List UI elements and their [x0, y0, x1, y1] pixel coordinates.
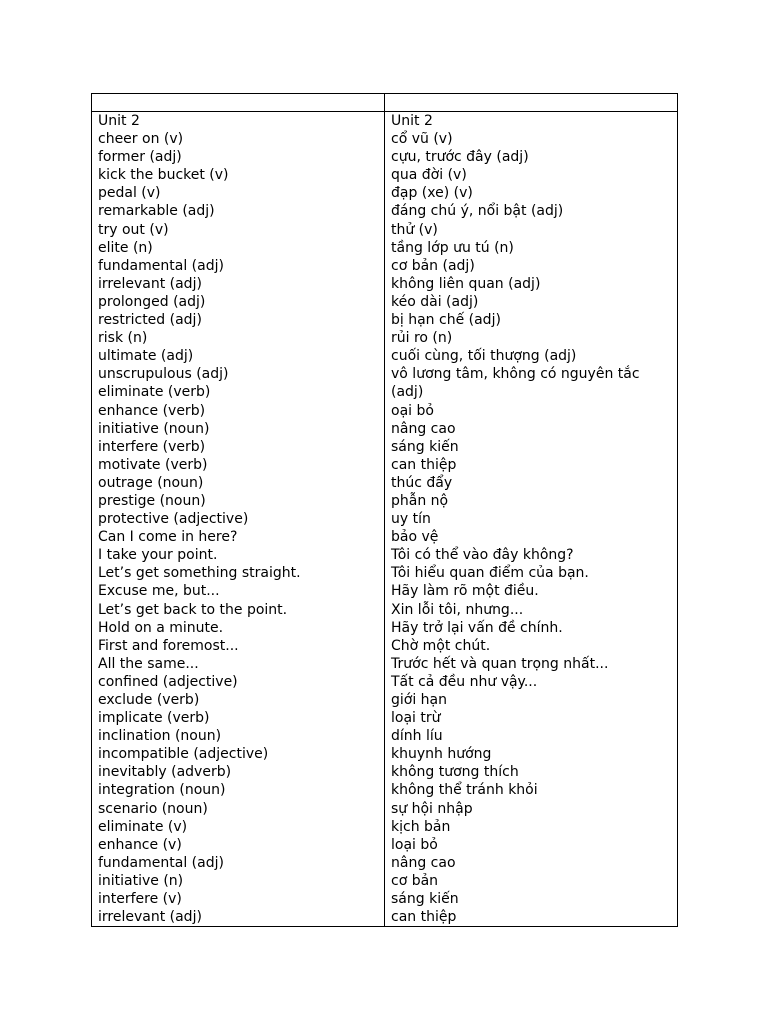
english-term: Excuse me, but...: [98, 583, 220, 600]
vietnamese-translation: sáng kiến: [391, 438, 459, 455]
vietnamese-translation: cổ vũ (v): [391, 131, 453, 148]
english-term: Let’s get something straight.: [98, 565, 301, 582]
vietnamese-translation: Hãy trở lại vấn đề chính.: [391, 619, 563, 636]
vietnamese-translation: thử (v): [391, 221, 438, 238]
vietnamese-translation: Hãy làm rõ một điều.: [391, 583, 539, 600]
vietnamese-translation: nâng cao: [391, 854, 456, 871]
english-term: unscrupulous (adj): [98, 366, 229, 383]
vietnamese-translation: bị hạn chế (adj): [391, 312, 501, 329]
english-term: inevitably (adverb): [98, 764, 232, 781]
vietnamese-translation: cựu, trước đây (adj): [391, 149, 529, 166]
vietnamese-translation: kịch bản: [391, 818, 451, 835]
vietnamese-translation: Tôi có thể vào đây không?: [391, 547, 574, 564]
english-term: ultimate (adj): [98, 348, 194, 365]
english-term: confined (adjective): [98, 673, 238, 690]
english-term: prestige (noun): [98, 492, 206, 509]
vietnamese-translation: Unit 2: [391, 113, 433, 129]
vietnamese-translation: oại bỏ: [391, 402, 434, 419]
english-term: Hold on a minute.: [98, 619, 224, 636]
english-term: initiative (n): [98, 872, 184, 889]
english-term: try out (v): [98, 221, 169, 238]
vietnamese-translation: uy tín: [391, 511, 431, 528]
vietnamese-translation: sự hội nhập: [391, 800, 473, 817]
english-term: kick the bucket (v): [98, 167, 229, 184]
vietnamese-translation: phẫn nộ: [391, 492, 449, 509]
english-term: remarkable (adj): [98, 203, 215, 220]
vietnamese-translation: can thiệp: [391, 456, 457, 473]
vietnamese-translation: kéo dài (adj): [391, 293, 479, 310]
vietnamese-translation: (adj): [391, 384, 424, 401]
vietnamese-translation: Chờ một chút.: [391, 637, 491, 654]
english-term: interfere (v): [98, 891, 182, 908]
english-term: fundamental (adj): [98, 854, 224, 871]
vietnamese-translation: không tương thích: [391, 764, 519, 781]
vietnamese-translation: giới hạn: [391, 692, 448, 708]
english-term: inclination (noun): [98, 728, 222, 745]
english-term: implicate (verb): [98, 710, 210, 727]
english-term: incompatible (adjective): [98, 746, 269, 763]
english-term: prolonged (adj): [98, 293, 206, 310]
column-divider: [384, 94, 385, 926]
english-term: irrelevant (adj): [98, 275, 202, 292]
english-term: fundamental (adj): [98, 257, 224, 274]
english-term: Unit 2: [98, 113, 140, 129]
english-term: enhance (v): [98, 836, 182, 853]
english-term: cheer on (v): [98, 131, 184, 148]
english-term: enhance (verb): [98, 402, 206, 419]
vietnamese-translation: vô lương tâm, không có nguyên tắc: [391, 366, 640, 383]
english-term: initiative (noun): [98, 420, 210, 437]
vietnamese-translation: đạp (xe) (v): [391, 185, 473, 202]
vietnamese-translation: không thể tránh khỏi: [391, 782, 538, 799]
vietnamese-translation: nâng cao: [391, 420, 456, 437]
english-term: First and foremost...: [98, 637, 239, 654]
vietnamese-translation: cuối cùng, tối thượng (adj): [391, 348, 577, 365]
vietnamese-translation: thúc đẩy: [391, 474, 453, 491]
english-term: restricted (adj): [98, 312, 202, 329]
english-term: protective (adjective): [98, 511, 249, 528]
vietnamese-translation: Tất cả đều như vậy...: [391, 673, 538, 690]
english-term: risk (n): [98, 330, 148, 347]
vietnamese-translation: đáng chú ý, nổi bật (adj): [391, 203, 564, 220]
english-term: irrelevant (adj): [98, 909, 202, 926]
english-term: interfere (verb): [98, 438, 206, 455]
vietnamese-translation: khuynh hướng: [391, 746, 492, 763]
vietnamese-translation: loại trừ: [391, 710, 441, 727]
english-term: pedal (v): [98, 185, 161, 202]
english-term: eliminate (verb): [98, 384, 211, 401]
vietnamese-translation: cơ bản (adj): [391, 257, 475, 274]
vietnamese-translation: rủi ro (n): [391, 330, 453, 347]
english-term: motivate (verb): [98, 456, 208, 473]
vietnamese-translation: qua đời (v): [391, 167, 467, 184]
vietnamese-translation: Trước hết và quan trọng nhất...: [391, 655, 609, 672]
english-term: I take your point.: [98, 547, 218, 564]
english-term: elite (n): [98, 239, 153, 256]
vietnamese-translation: can thiệp: [391, 909, 457, 926]
vocabulary-table: [91, 93, 678, 927]
english-term: outrage (noun): [98, 474, 204, 491]
english-term: scenario (noun): [98, 800, 208, 817]
english-term: exclude (verb): [98, 692, 200, 708]
english-term: former (adj): [98, 149, 182, 166]
vietnamese-translation: không liên quan (adj): [391, 275, 541, 292]
vietnamese-translation: bảo vệ: [391, 529, 439, 546]
vietnamese-translation: cơ bản: [391, 872, 439, 889]
vietnamese-translation: tầng lớp ưu tú (n): [391, 239, 514, 256]
english-term: integration (noun): [98, 782, 226, 799]
vietnamese-translation: Tôi hiểu quan điểm của bạn.: [391, 565, 589, 582]
vietnamese-translation: sáng kiến: [391, 891, 459, 908]
english-term: All the same...: [98, 655, 199, 672]
english-column: [98, 112, 301, 926]
english-term: Let’s get back to the point.: [98, 601, 288, 618]
vietnamese-translation: loại bỏ: [391, 836, 438, 853]
english-term: Can I come in here?: [98, 529, 238, 546]
vietnamese-translation: dính líu: [391, 728, 443, 745]
vietnamese-column: [391, 112, 640, 926]
english-term: eliminate (v): [98, 818, 188, 835]
vietnamese-translation: Xin lỗi tôi, nhưng...: [391, 601, 524, 618]
